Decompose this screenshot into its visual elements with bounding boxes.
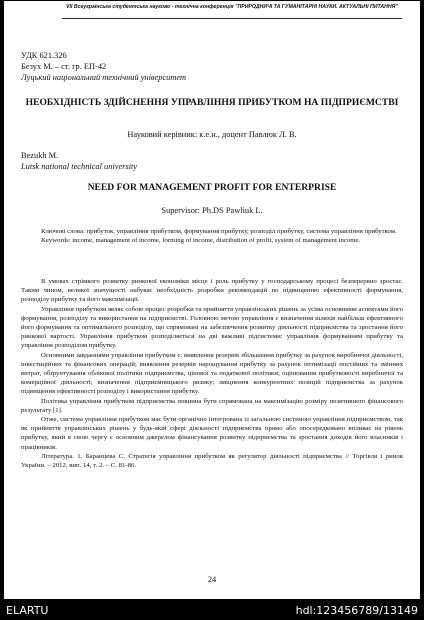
paragraph: Політика управління прибутком підприємства повинна бути спрямована на максимізацію розміру позитивного фінансового результату [1]. — [21, 397, 403, 414]
author-en: Bezukh M. — [21, 151, 59, 160]
keywords-ua: Ключові слова: прибуток, управління прибутком, формування прибутку, розподіл прибутку, система управління прибутком. — [41, 228, 397, 235]
repository-footer — [0, 599, 424, 620]
paper-page — [4, 1, 420, 599]
repository-name: ELARTU — [6, 604, 49, 617]
article-body — [21, 277, 403, 470]
paragraph: Основними завданнями управління прибутком є: виявлення резервів збільшення прибутку за рахунок виробничої діяльності, інвестиційних та фінансових операцій; виявлення резервів нарощування прибутку за рахунок оптимізації постійних та змінних витрат, обґрунтування облікової політики підприємства, цінової та податкової політики; оцінювання прибутковості виробничої та комерційної діяльності; визначення підприємницького ризику; зміцнення конкурентних позицій підприємства за рахунок підвищення ефективності розподілу і використання прибутку. — [21, 351, 403, 396]
paragraph: В умовах стрімкого розвитку ринкової економіки місце і роль прибутку у господарському процесі безперервно зростає. Таким чином, великої значущості набуває необхідність розробки рекомендацій по підвищенню ефективності формування, розподілу прибутку та його максимізації. — [21, 278, 403, 304]
page-number: 24 — [207, 575, 217, 584]
keywords-en: Keywords: income, management of income, forming of income, distribution of profit, system of management income. — [41, 237, 361, 245]
paragraph: Управління прибутком являє собою процес розробки та прийняття управлінських рішень за усіма основними аспектами його формування, розподілу та використання на підприємстві. Головною метою управління є визначення шляхів найбільш ефективного його формування та оптимального розподілу, що спрямовані на забезпечення розвитку діяльності підприємства та зростання його ринкової вартості. Управління прибутком розподіляється на дві важливі підсистеми: управління формуванням прибутку та управління розподілом прибутку. — [21, 305, 403, 350]
title-ua: НЕОБХІДНІСТЬ ЗДІЙСНЕННЯ УПРАВЛІННЯ ПРИБУТКОМ НА ПІДПРИЄМСТВІ — [25, 97, 399, 108]
paragraph: Отже, система управління прибутком має бути органічно інтегрована із загальною системою управління підприємством, так як прийняття управлінських рішень у будь-якій сфері діяльності підприємства прямо або опосередковано впливає на рівень прибутку, який в свою чергу є основним джерелом фінансування розвитку підприємства та зростання доходів його власників і працівників. — [21, 416, 403, 451]
header-divider — [62, 18, 402, 19]
author-ua: Безух М. – ст. гр. ЕП-42 — [21, 62, 107, 71]
title-en: NEED FOR MANAGEMENT PROFIT FOR ENTERPRISE — [87, 182, 337, 193]
university-ua: Луцький національний технічний університет — [21, 73, 187, 82]
university-en: Lutsk national technical university — [21, 162, 138, 171]
handle-id: hdl:123456789/13149 — [295, 604, 418, 617]
udk-code: УДК 621.326 — [21, 51, 67, 60]
conference-header: VII Всеукраїнська студентська науково - технічна конференція "ПРИРОДНИЧІ ТА ГУМАНІТАРНІ НАУКИ. АКТУАЛЬНІ ПИТАННЯ" — [66, 4, 398, 10]
supervisor-en: Supervisor: Ph.DS Pawliuk L. — [161, 206, 263, 215]
references: Література. 1. Баранцева С. Стратегія управління прибутком як регулятор діяльності підприємства // Торгівля і ринок України. – 2012, вип. 14, т. 2. – С. 81-86. — [21, 452, 403, 470]
keywords-block — [21, 227, 403, 245]
supervisor-ua: Науковий керівник: к.е.н., доцент Павлюк Л. В. — [127, 130, 297, 139]
